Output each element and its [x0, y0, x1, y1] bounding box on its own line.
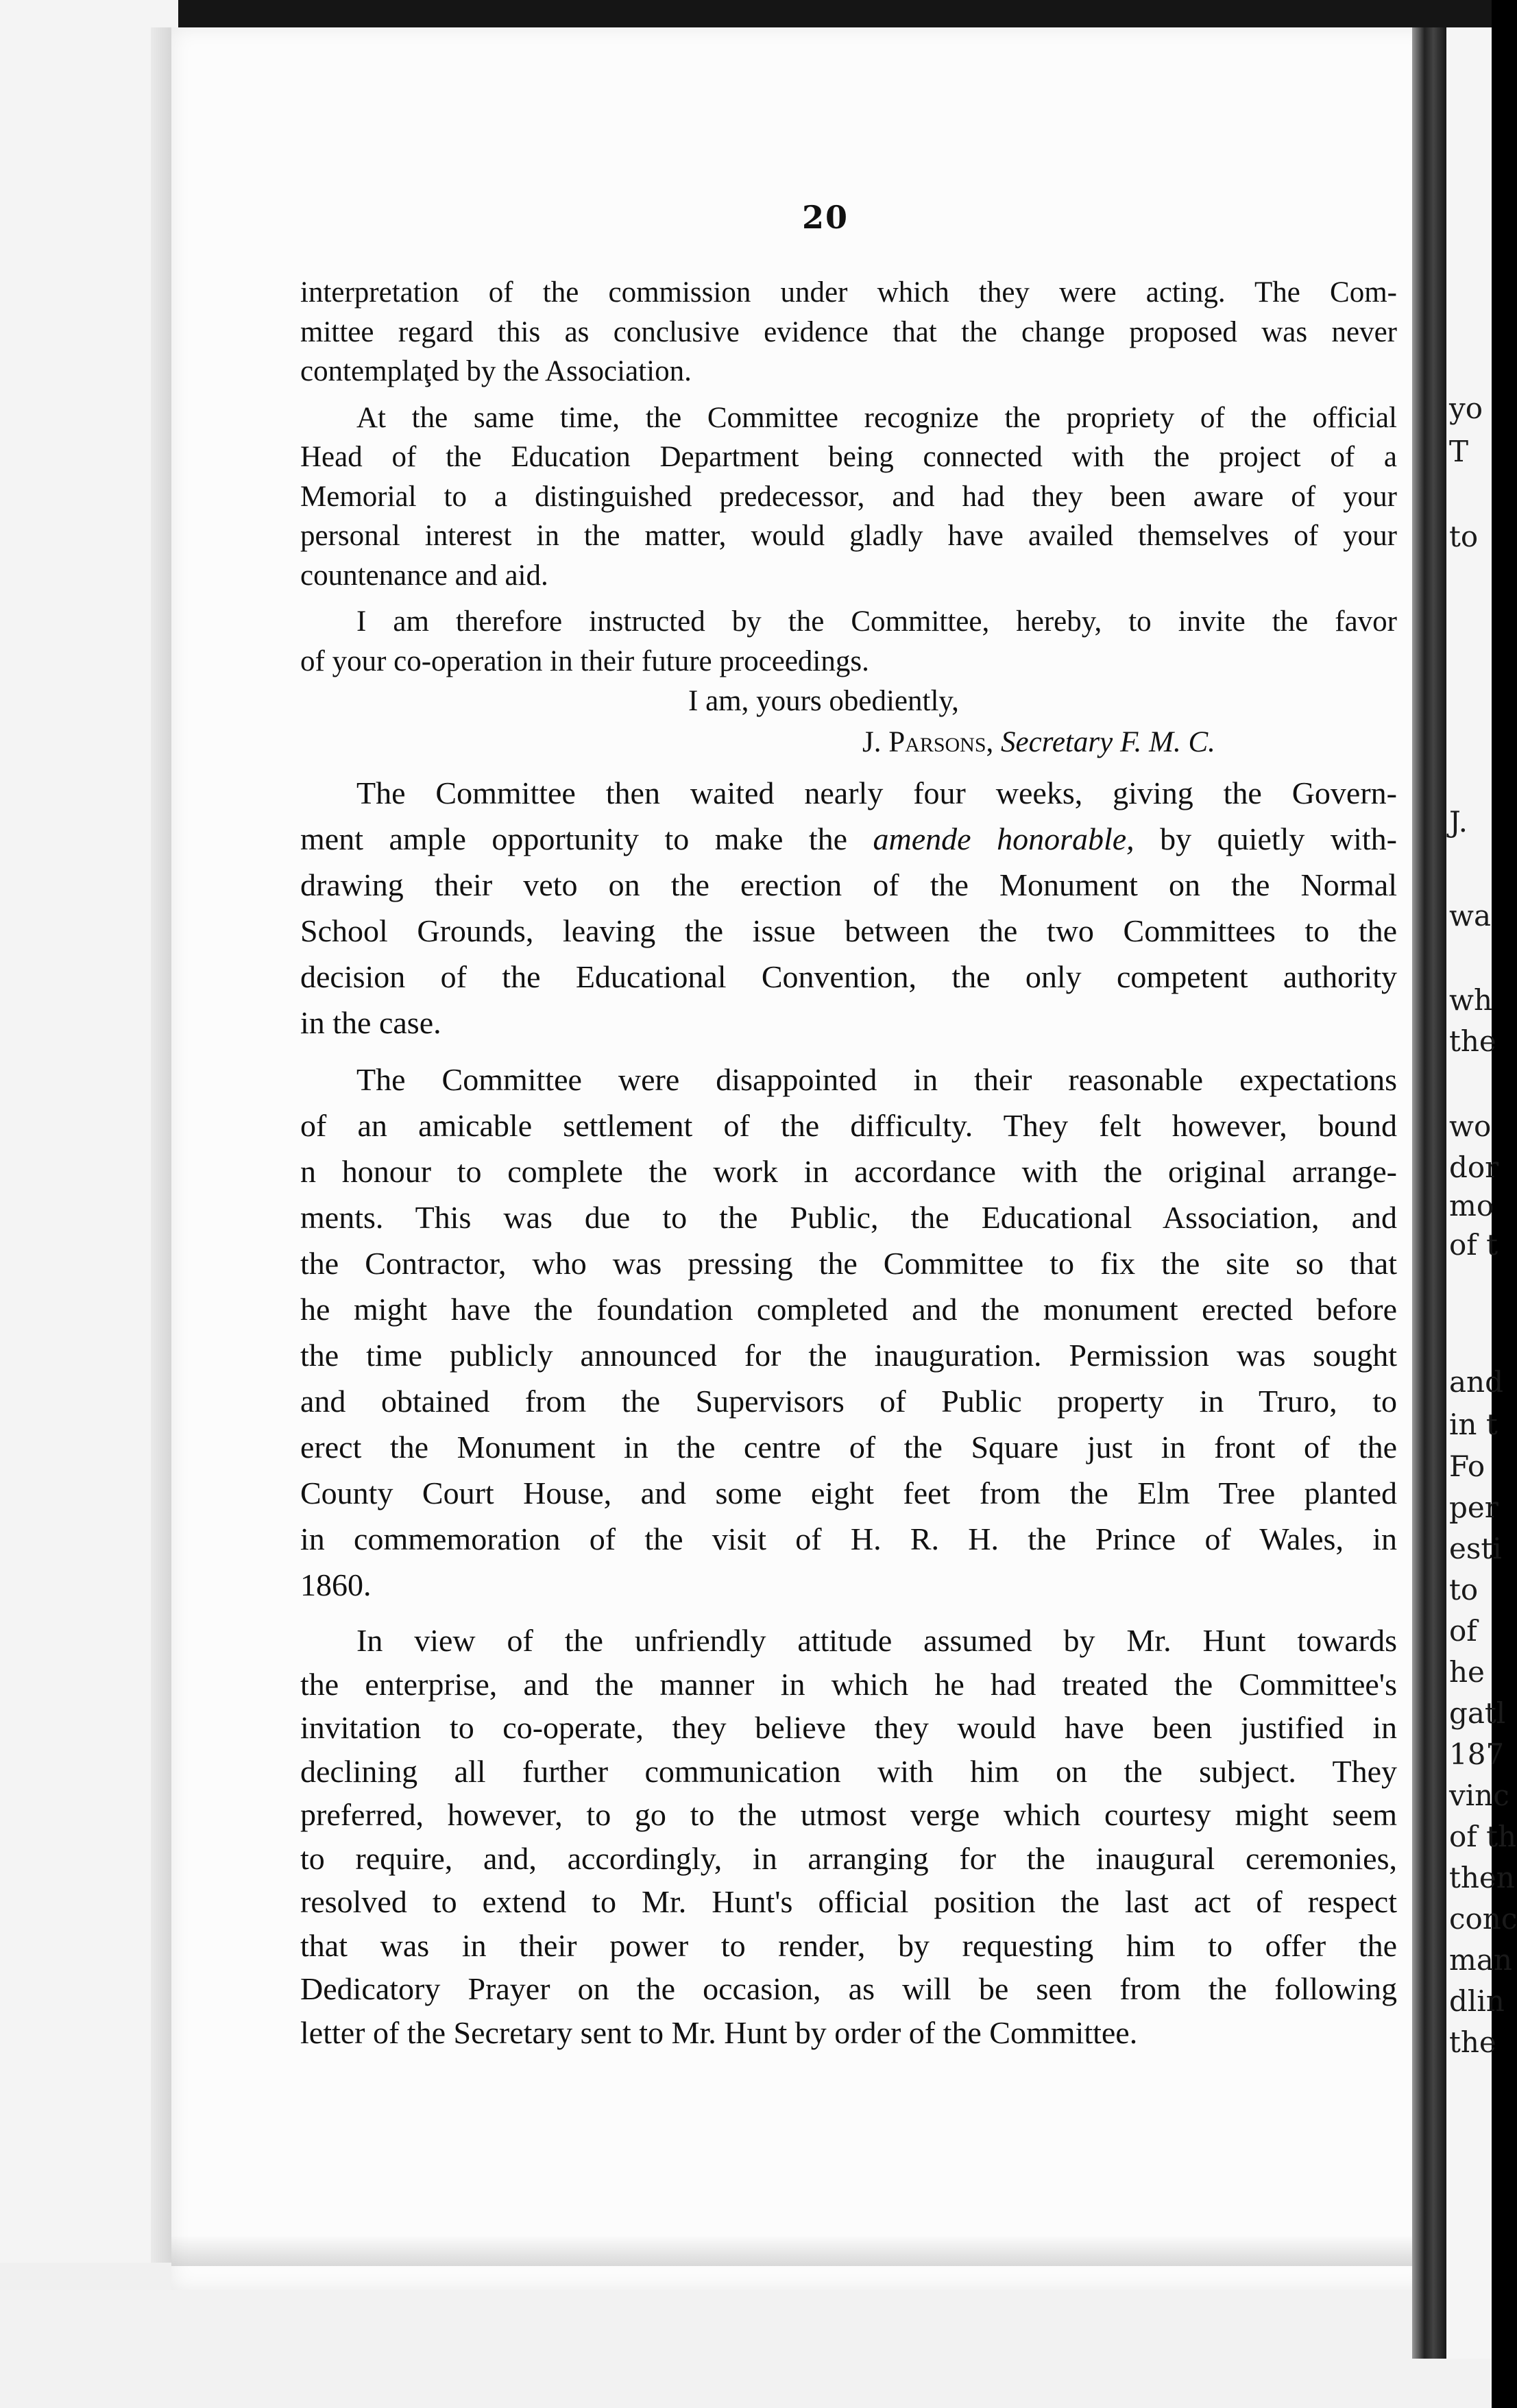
facing-fragment: wh	[1449, 983, 1492, 1017]
text-line: countenance and aid.	[300, 559, 548, 592]
text-line: 1860.	[300, 1567, 372, 1602]
paragraph-propriety	[300, 398, 1397, 596]
text-line: ments. This was due to the Public, the Educational Association, and	[300, 1200, 1397, 1235]
text-line: preferred, however, to go to the utmost verge which courtesy might seem	[300, 1797, 1397, 1832]
text-line: erect the Monument in the centre of the Square just in front of the	[300, 1430, 1397, 1465]
text-line: Memorial to a distinguished predecessor, and had they been aware of your	[300, 480, 1397, 513]
facing-fragment: the	[1449, 2025, 1496, 2059]
facing-fragment: gatl	[1449, 1696, 1506, 1730]
text-line: he might have the foundation completed and the monument erected before	[300, 1292, 1397, 1327]
facing-fragment: yo	[1449, 392, 1483, 425]
text-line: interpretation of the commission under which they were acting. The Com-	[300, 276, 1397, 309]
text-line: and obtained from the Supervisors of Public property in Truro, to	[300, 1384, 1397, 1419]
facing-fragment: 187	[1449, 1737, 1505, 1771]
paragraph-waited	[300, 770, 1397, 1046]
text-line: the Contractor, who was pressing the Committee to fix the site so that	[300, 1246, 1397, 1281]
text-line: mittee regard this as conclusive evidence that the change proposed was never	[300, 315, 1397, 348]
facing-fragment: dlin	[1449, 1984, 1505, 2018]
text-line: The Committee then waited nearly four weeks, giving the Govern-	[356, 775, 1397, 810]
facing-fragment: then	[1449, 1861, 1515, 1894]
text-line: of your co-operation in their future proceedings.	[300, 645, 869, 677]
text-line: invitation to co-operate, they believe they would have been justified in	[300, 1710, 1397, 1745]
book-gutter	[1412, 27, 1448, 2359]
text-line: to require, and, accordingly, in arranging for the inaugural ceremonies,	[300, 1840, 1397, 1876]
letter-closing	[300, 681, 1397, 763]
text-line: the enterprise, and the manner in which he had treated the Committee's	[300, 1666, 1397, 1702]
italic-phrase: amende honorable,	[873, 821, 1134, 856]
facing-fragment: J.	[1449, 805, 1468, 839]
text-line: in the case.	[300, 1005, 441, 1040]
facing-fragment: wa	[1449, 899, 1491, 932]
paragraph-disappointed	[300, 1057, 1397, 1608]
page-number: 20	[802, 199, 849, 236]
text-line: Dedicatory Prayer on the occasion, as will be seen from the following	[300, 1971, 1397, 2006]
facing-fragment: he	[1449, 1655, 1485, 1689]
facing-fragment: Fo	[1449, 1449, 1485, 1483]
signature-name: J. Parsons,	[862, 726, 994, 758]
signature-title: Secretary F. M. C.	[1001, 726, 1215, 758]
paragraph-invite	[300, 602, 1397, 681]
text-line: contemplaţed by the Association.	[300, 355, 692, 387]
text-line: At the same time, the Committee recognize the propriety of the official	[356, 401, 1397, 434]
facing-fragment: in t	[1449, 1408, 1498, 1441]
continuation-paragraph	[300, 273, 1397, 392]
facing-fragment: of t	[1449, 1228, 1498, 1262]
text-line: resolved to extend to Mr. Hunt's official position the last act of respect	[300, 1884, 1397, 1919]
facing-page-edge	[1446, 27, 1517, 2359]
text-line: in commemoration of the visit of H. R. H. the Prince of Wales, in	[300, 1521, 1397, 1556]
facing-fragment: vinc	[1449, 1779, 1509, 1812]
closing-salutation: I am, yours obediently,	[688, 685, 959, 717]
facing-fragment: mo	[1449, 1189, 1494, 1223]
text-line: declining all further communication with him on the subject. They	[300, 1753, 1397, 1789]
facing-fragment: to	[1449, 1573, 1479, 1606]
text-line: Head of the Education Department being connected with the project of a	[300, 441, 1397, 473]
facing-fragment: to	[1449, 520, 1479, 553]
paragraph-unfriendly	[300, 1619, 1397, 2054]
text-line: personal interest in the matter, would gladly have availed themselves of your	[300, 520, 1397, 552]
facing-fragment: conc	[1449, 1902, 1517, 1936]
facing-fragment: per	[1449, 1491, 1498, 1524]
text-line: School Grounds, leaving the issue between the two Committees to the	[300, 913, 1397, 948]
text-line: n honour to complete the work in accordance with the original arrange-	[300, 1154, 1397, 1189]
bottom-margin-background	[0, 2290, 1492, 2408]
page-bottom-shadow	[171, 2235, 1431, 2266]
text-line: The Committee were disappointed in their reasonable expectations	[356, 1062, 1397, 1097]
text-line: drawing their veto on the erection of the Monument on the Normal	[300, 867, 1397, 902]
text-line: ment ample opportunity to make the amende honorable, by quietly with-	[300, 821, 1398, 856]
page-body	[300, 273, 1397, 2054]
closing-signature	[300, 722, 1397, 763]
facing-fragment: dor	[1449, 1151, 1499, 1184]
facing-fragment: and	[1449, 1365, 1503, 1399]
facing-fragment: of	[1449, 1614, 1477, 1648]
text-line: In view of the unfriendly attitude assumed by Mr. Hunt towards	[356, 1623, 1397, 1658]
facing-fragment: esti	[1449, 1532, 1502, 1565]
text-line: the time publicly announced for the inauguration. Permission was sought	[300, 1338, 1397, 1373]
text-line: that was in their power to render, by requesting him to offer the	[300, 1927, 1397, 1963]
text-line: of an amicable settlement of the difficulty. They felt however, bound	[300, 1108, 1397, 1143]
facing-fragment: the	[1449, 1024, 1496, 1058]
text-line: I am therefore instructed by the Committee, hereby, to invite the favor	[356, 605, 1397, 638]
facing-fragment: man	[1449, 1943, 1512, 1977]
text-line: letter of the Secretary sent to Mr. Hunt by order of the Committee.	[300, 2014, 1138, 2050]
facing-fragment: T	[1449, 435, 1469, 468]
facing-fragment: wo	[1449, 1109, 1492, 1143]
facing-fragment: of th	[1449, 1820, 1517, 1853]
text-line: County Court House, and some eight feet from the Elm Tree planted	[300, 1476, 1397, 1510]
text-line: decision of the Educational Convention, the only competent authority	[300, 959, 1397, 994]
